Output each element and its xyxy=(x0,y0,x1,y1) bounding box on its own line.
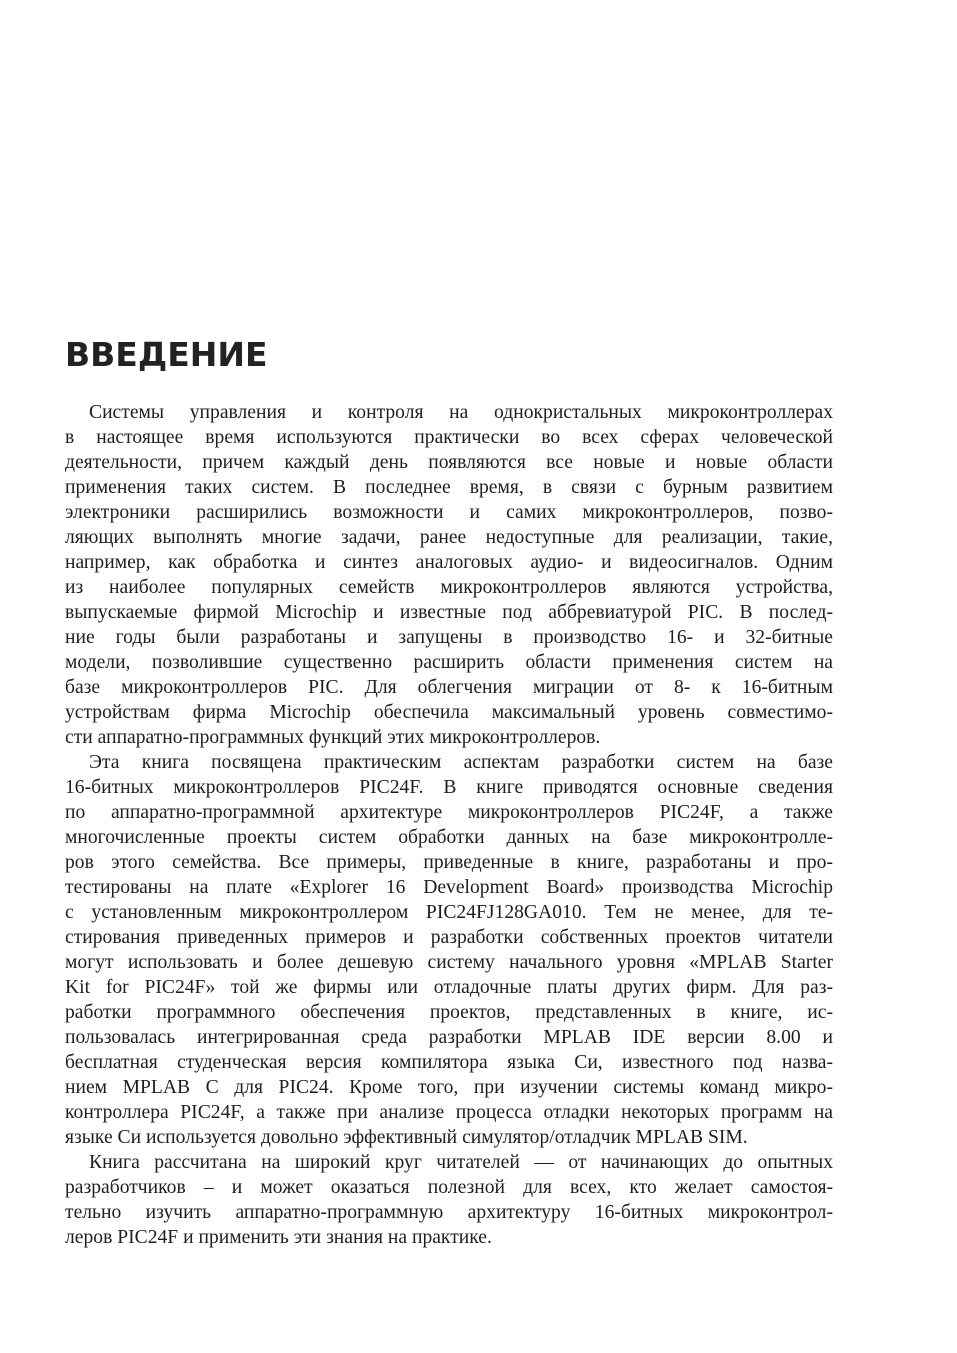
chapter-heading: ВВЕДЕНИЕ xyxy=(65,335,268,374)
text-line: Книга рассчитана на широкий круг читателей — от начинающих до опытных xyxy=(89,1152,833,1173)
text-line: деятельности, причем каждый день появляются все новые и новые области xyxy=(65,452,833,473)
paragraph-3 xyxy=(65,1150,833,1250)
text-line: Системы управления и контроля на однокристальных микроконтроллерах xyxy=(89,402,833,423)
text-line: ляющих выполнять многие задачи, ранее недоступные для реализации, такие, xyxy=(65,527,833,548)
text-line: разработчиков – и может оказаться полезной для всех, кто желает самостоя- xyxy=(65,1177,833,1198)
text-line: например, как обработка и синтез аналоговых аудио- и видеосигналов. Одним xyxy=(65,552,833,573)
text-line: языке Си используется довольно эффективный симулятор/отладчик MPLAB SIM. xyxy=(65,1127,748,1148)
text-line: пользовалась интегрированная среда разработки MPLAB IDE версии 8.00 и xyxy=(65,1027,833,1048)
text-line: выпускаемые фирмой Microchip и известные под аббревиатурой PIC. В послед- xyxy=(65,602,833,623)
text-line: применения таких систем. В последнее время, в связи с бурным развитием xyxy=(65,477,833,498)
text-line: нием MPLAB C для PIC24. Кроме того, при изучении системы команд микро- xyxy=(65,1077,833,1098)
text-line: стирования приведенных примеров и разработки собственных проектов читатели xyxy=(65,927,833,948)
text-line: ние годы были разработаны и запущены в производство 16- и 32-битные xyxy=(65,627,833,648)
text-line: электроники расширились возможности и самих микроконтроллеров, позво- xyxy=(65,502,833,523)
paragraph-1 xyxy=(65,400,833,750)
text-line: тельно изучить аппаратно-программную архитектуру 16-битных микроконтрол- xyxy=(65,1202,833,1223)
text-line: многочисленные проекты систем обработки данных на базе микроконтролле- xyxy=(65,827,833,848)
chapter-body xyxy=(65,400,833,1250)
text-line: контроллера PIC24F, а также при анализе процесса отладки некоторых программ на xyxy=(65,1102,833,1123)
text-line: в настоящее время используются практически во всех сферах человеческой xyxy=(65,427,833,448)
text-line: работки программного обеспечения проектов, представленных в книге, ис- xyxy=(65,1002,833,1023)
text-line: Kit for PIC24F» той же фирмы или отладочные платы других фирм. Для раз- xyxy=(65,977,833,998)
text-line: из наиболее популярных семейств микроконтроллеров являются устройства, xyxy=(65,577,833,598)
text-line: с установленным микроконтроллером PIC24FJ128GA010. Тем не менее, для те- xyxy=(65,902,833,923)
text-line: базе микроконтроллеров PIC. Для облегчения миграции от 8- к 16-битным xyxy=(65,677,833,698)
text-line: Эта книга посвящена практическим аспектам разработки систем на базе xyxy=(89,752,833,773)
text-line: сти аппаратно-программных функций этих микроконтроллеров. xyxy=(65,727,601,748)
text-line: 16-битных микроконтроллеров PIC24F. В книге приводятся основные сведения xyxy=(65,777,833,798)
text-line: устройствам фирма Microchip обеспечила максимальный уровень совместимо- xyxy=(65,702,833,723)
text-line: ров этого семейства. Все примеры, приведенные в книге, разработаны и про- xyxy=(65,852,833,873)
text-line: бесплатная студенческая версия компилятора языка Си, известного под назва- xyxy=(65,1052,833,1073)
text-line: леров PIC24F и применить эти знания на практике. xyxy=(65,1227,492,1248)
text-line: тестированы на плате «Explorer 16 Development Board» производства Microchip xyxy=(65,877,833,898)
text-line: модели, позволившие существенно расширить области применения систем на xyxy=(65,652,833,673)
text-line: могут использовать и более дешевую систему начального уровня «MPLAB Starter xyxy=(65,952,833,973)
paragraph-2 xyxy=(65,750,833,1150)
text-line: по аппаратно-программной архитектуре микроконтроллеров PIC24F, а также xyxy=(65,802,833,823)
